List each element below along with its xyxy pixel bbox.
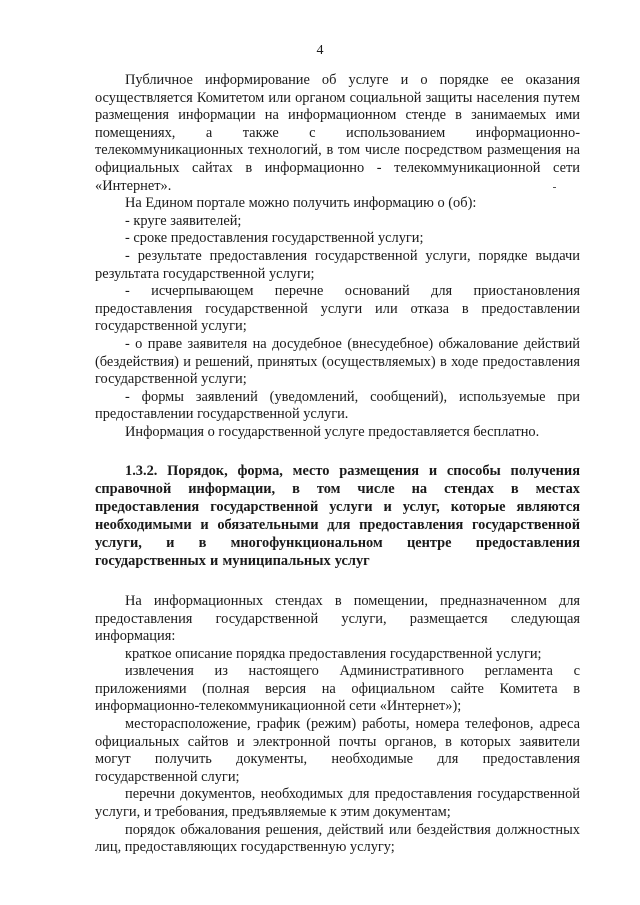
portal-list-item: - исчерпывающем перечне оснований для приостановления предоставления государственной услуги или отказа в предоставлении государственной услуги; [95, 283, 580, 335]
stands-list-item: порядок обжалования решения, действий или бездействия должностных лиц, предоставляющих государственную услугу; [95, 821, 580, 856]
section-heading: 1.3.2. Порядок, форма, место размещения и способы получения справочной информации, в том числе на стендах в местах предоставления государственной услуги и услуг, которые являются необходимыми и обязательными для предоставления государственной услуги, и в многофункциональном центре предоставления государственных и муниципальных услуг [95, 463, 580, 569]
portal-lead-paragraph: На Едином портале можно получить информацию о (об): [125, 195, 477, 212]
portal-list-item: - круге заявителей; [125, 212, 242, 229]
stands-list-item: месторасположение, график (режим) работы, номера телефонов, адреса официальных сайтов и электронной почты органов, в которых заявители могут получить документы, необходимые для предоставления государственной слуги; [95, 716, 580, 785]
stands-lead-paragraph: На информационных стендах в помещении, предназначенном для предоставления государственной услуги, размещается следующая информация: [95, 592, 580, 645]
public-information-section [95, 72, 580, 441]
portal-list-item: - о праве заявителя на досудебное (внесудебное) обжалование действий (бездействия) и решений, принятых (осуществляемых) в ходе предоставления государственной услуги; [95, 335, 580, 388]
stands-list-item: краткое описание порядка предоставления государственной услуги; [125, 645, 542, 662]
portal-list-item: - сроке предоставления государственной услуги; [125, 230, 424, 247]
intro-paragraph: Публичное информирование об услуге и о порядке ее оказания осуществляется Комитетом или органом социальной защиты населения путем размещения информации на информационном стенде в занимаемых ими помещениях, а также с использованием информационно-телекоммуникационных технологий, в том числе посредством размещения на официальных сайтах в информационно - телекоммуникационной сети «Интернет». [95, 72, 580, 194]
page-number: 4 [316, 43, 324, 58]
page-body [95, 72, 580, 857]
portal-list-item: - результате предоставления государственной услуги, порядке выдачи результата государственной услуги; [95, 247, 580, 282]
portal-list-item: - формы заявлений (уведомлений, сообщений), используемые при предоставлении государственной услуги. [95, 388, 580, 423]
free-information-note: Информация о государственной услуге предоставляется бесплатно. [125, 423, 540, 440]
stands-list-item: извлечения из настоящего Административного регламента с приложениями (полная версия на официальном сайте Комитета в информационно-телекоммуникационной сети «Интернет»); [95, 663, 580, 715]
information-stands-section [95, 593, 580, 857]
stands-list-item: перечни документов, необходимых для предоставления государственной услуги, и требования, предъявляемые к этим документам; [95, 786, 580, 821]
